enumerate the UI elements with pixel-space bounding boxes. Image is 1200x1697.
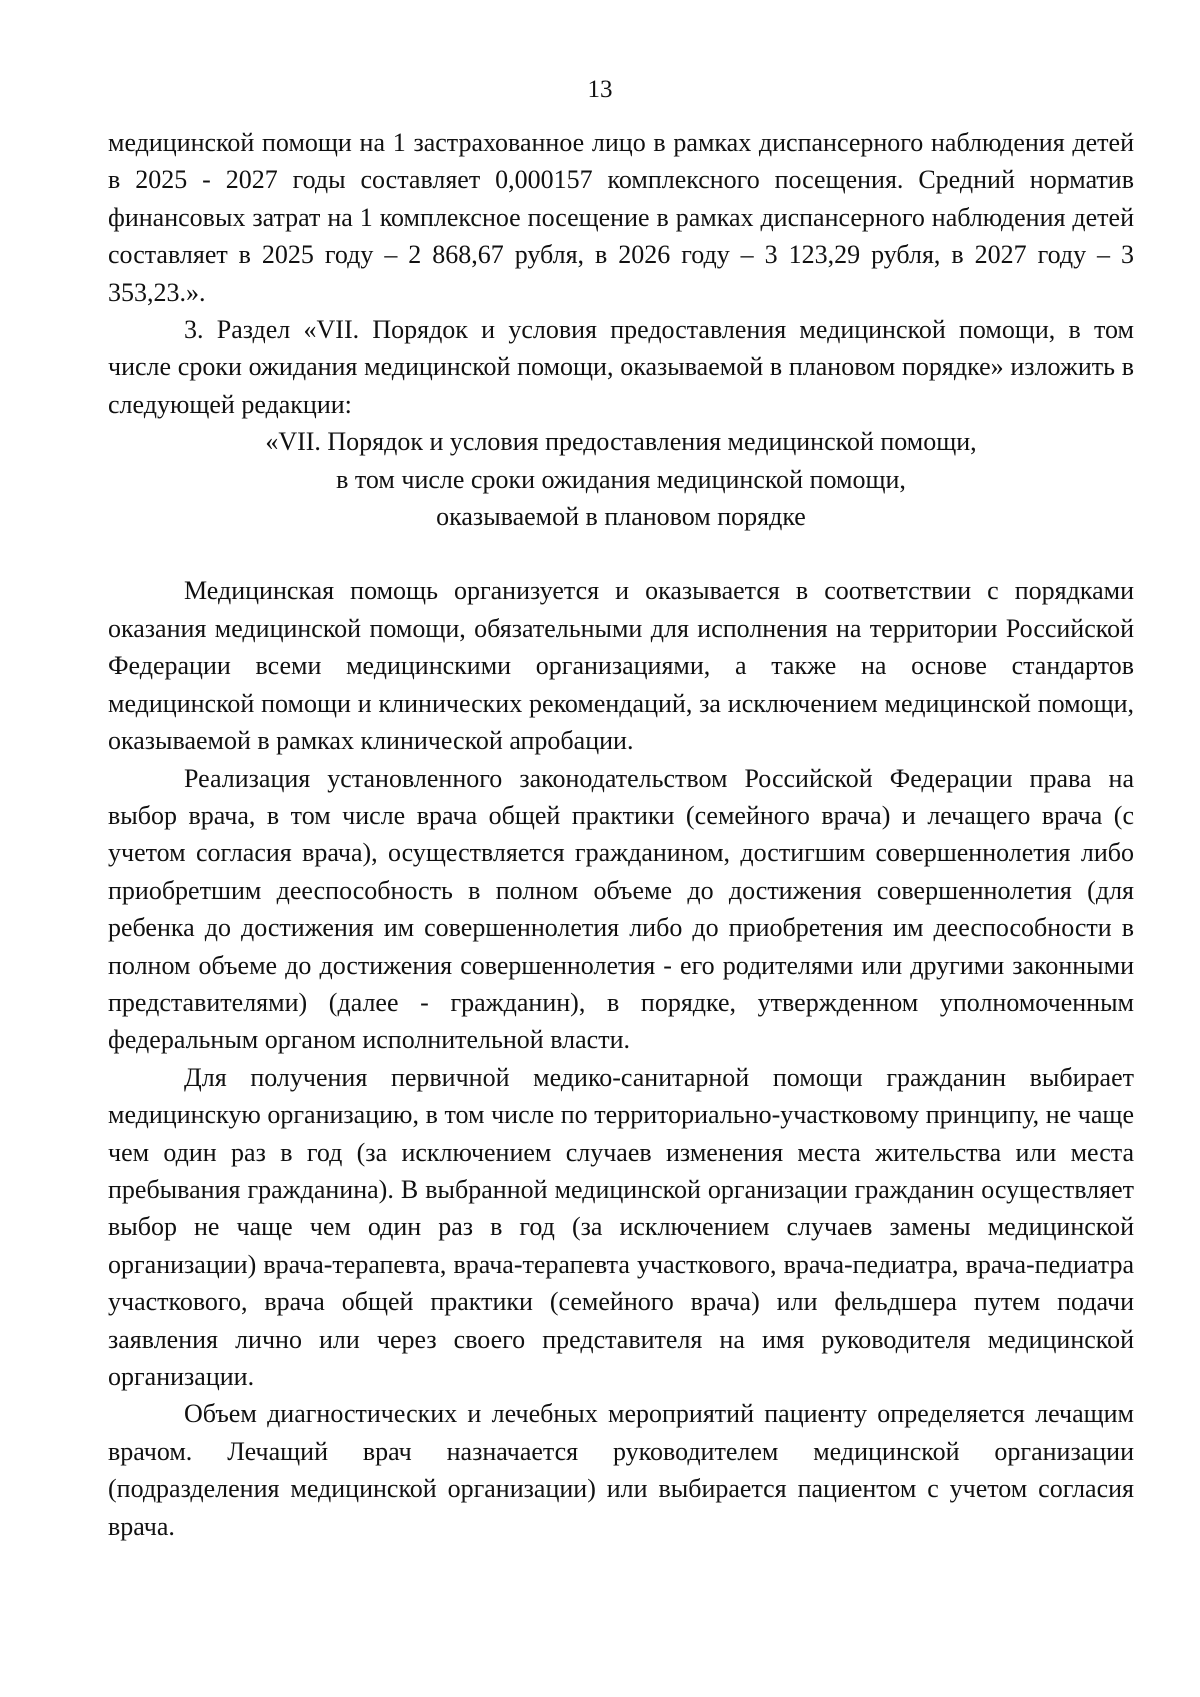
paragraph-attending-physician: Объем диагностических и лечебных мероприятий пациенту определяется лечащим врачом. Лечащий врач назначается руководителем медицинской организации (подразделения медицинской организации) или выбирается пациентом с учетом согласия врача. [108, 1399, 1134, 1541]
section-heading-line-2: в том числе сроки ожидания медицинской помощи, [336, 464, 906, 494]
page-number: 13 [587, 76, 613, 103]
paragraph-choice-of-doctor: Реализация установленного законодательством Российской Федерации права на выбор врача, в том числе врача общей практики (семейного врача) и лечащего врача (с учетом согласия врача), осуществляется гражданином, достигшим совершеннолетия либо приобретшим дееспособность в полном объеме до достижения совершеннолетия (для ребенка до достижения им совершеннолетия либо до приобретения им дееспособности в полном объеме до достижения совершеннолетия - его родителями или другими законными представителями) (далее - гражданин), в порядке, утвержденном уполномоченным федеральным органом исполнительной власти. [108, 763, 1134, 1055]
paragraph-medical-care-organization: Медицинская помощь организуется и оказывается в соответствии с порядками оказания медицинской помощи, обязательными для исполнения на территории Российской Федерации всеми медицинскими организациями, а также на основе стандартов медицинской помощи и клинических рекомендаций, за исключением медицинской помощи, оказываемой в рамках клинической апробации. [108, 576, 1134, 756]
spacer [108, 535, 1134, 572]
document-body [108, 124, 1134, 1545]
paragraph-primary-care-choice: Для получения первичной медико-санитарной помощи гражданин выбирает медицинскую организацию, в том числе по территориально-участковому принципу, не чаще чем один раз в год (за исключением случаев изменения места жительства или места пребывания гражданина). В выбранной медицинской организации гражданин осуществляет выбор не чаще чем один раз в год (за исключением случаев замены медицинской организации) врача-терапевта, врача-терапевта участкового, врача-педиатра, врача-педиатра участкового, врача общей практики (семейного врача) или фельдшера путем подачи заявления лично или через своего представителя на имя руководителя медицинской организации. [108, 1062, 1134, 1391]
section-heading [108, 423, 1134, 535]
paragraph-section-3: 3. Раздел «VII. Порядок и условия предоставления медицинской помощи, в том числе сроки ожидания медицинской помощи, оказываемой в плановом порядке» изложить в следующей редакции: [108, 315, 1134, 419]
section-heading-line-3: оказываемой в плановом порядке [436, 502, 806, 532]
section-heading-line-1: «VII. Порядок и условия предоставления медицинской помощи, [265, 427, 977, 457]
paragraph-continuation: медицинской помощи на 1 застрахованное лицо в рамках диспансерного наблюдения детей в 2025 - 2027 годы составляет 0,000157 комплексного посещения. Средний норматив финансовых затрат на 1 комплексное посещение в рамках диспансерного наблюдения детей составляет в 2025 году – 2 868,67 рубля, в 2026 году – 3 123,29 рубля, в 2027 году – 3 353,23.». [108, 128, 1134, 307]
